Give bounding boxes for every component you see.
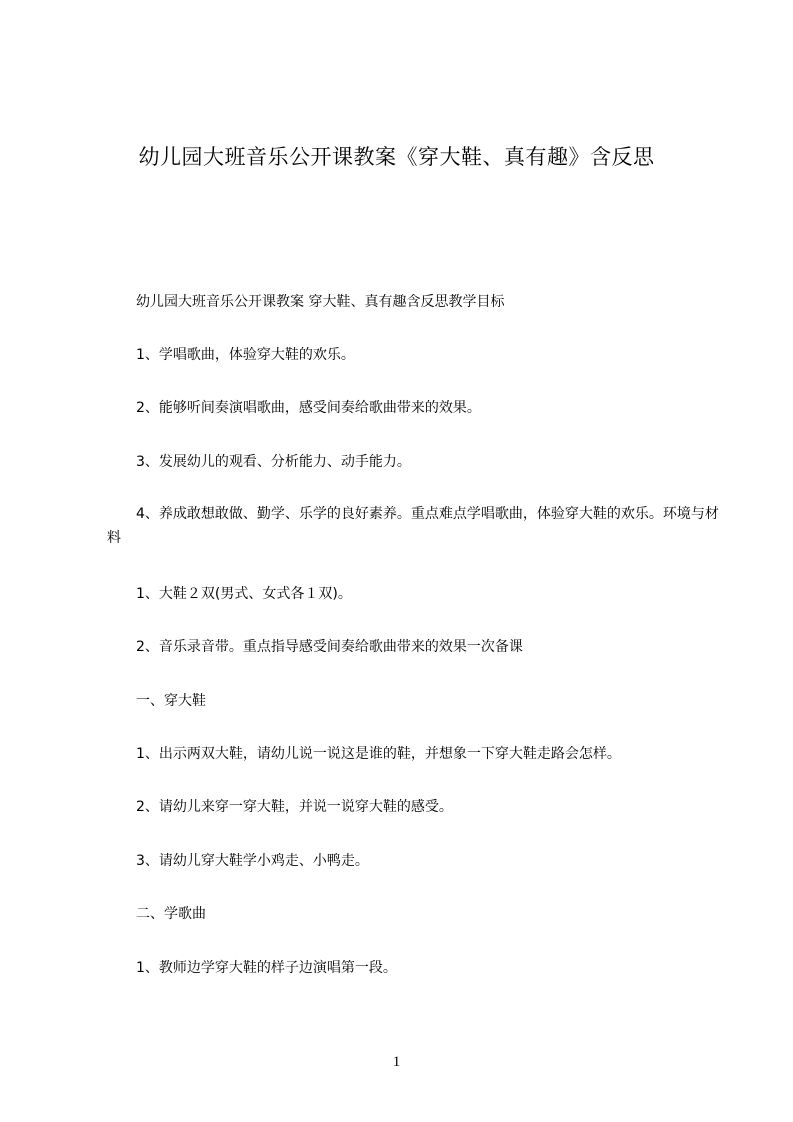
paragraph-goal-1: 1、学唱歌曲，体验穿大鞋的欢乐。 — [136, 347, 355, 363]
document-title: 幼儿园大班音乐公开课教案《穿大鞋、真有趣》含反思 — [138, 145, 655, 169]
section-heading-2: 二、学歌曲 — [136, 906, 206, 922]
paragraph-step-1: 1、出示两双大鞋，请幼儿说一说这是谁的鞋，并想象一下穿大鞋走路会怎样。 — [136, 746, 621, 762]
paragraph-song-1: 1、教师边学穿大鞋的样子边演唱第一段。 — [136, 960, 397, 976]
paragraph-material-2: 2、音乐录音带。重点指导感受间奏给歌曲带来的效果一次备课 — [136, 639, 523, 655]
paragraph-goal-3: 3、发展幼儿的观看、分析能力、动手能力。 — [136, 454, 411, 470]
paragraph-goal-2: 2、能够听间奏演唱歌曲，感受间奏给歌曲带来的效果。 — [136, 400, 481, 416]
paragraph-material-1: 1、大鞋２双(男式、女式各１双)。 — [136, 586, 352, 602]
paragraph-step-2: 2、请幼儿来穿一穿大鞋，并说一说穿大鞋的感受。 — [136, 799, 453, 815]
page-number: 1 — [392, 1054, 401, 1070]
paragraph-intro: 幼儿园大班音乐公开课教案 穿大鞋、真有趣含反思教学目标 — [136, 294, 505, 310]
paragraph-step-3: 3、请幼儿穿大鞋学小鸡走、小鸭走。 — [136, 853, 369, 869]
section-heading-1: 一、穿大鞋 — [136, 693, 206, 709]
paragraph-goal-4: 4、养成敢想敢做、勤学、乐学的良好素养。重点难点学唱歌曲，体验穿大鞋的欢乐。环境与材料 — [107, 506, 719, 546]
